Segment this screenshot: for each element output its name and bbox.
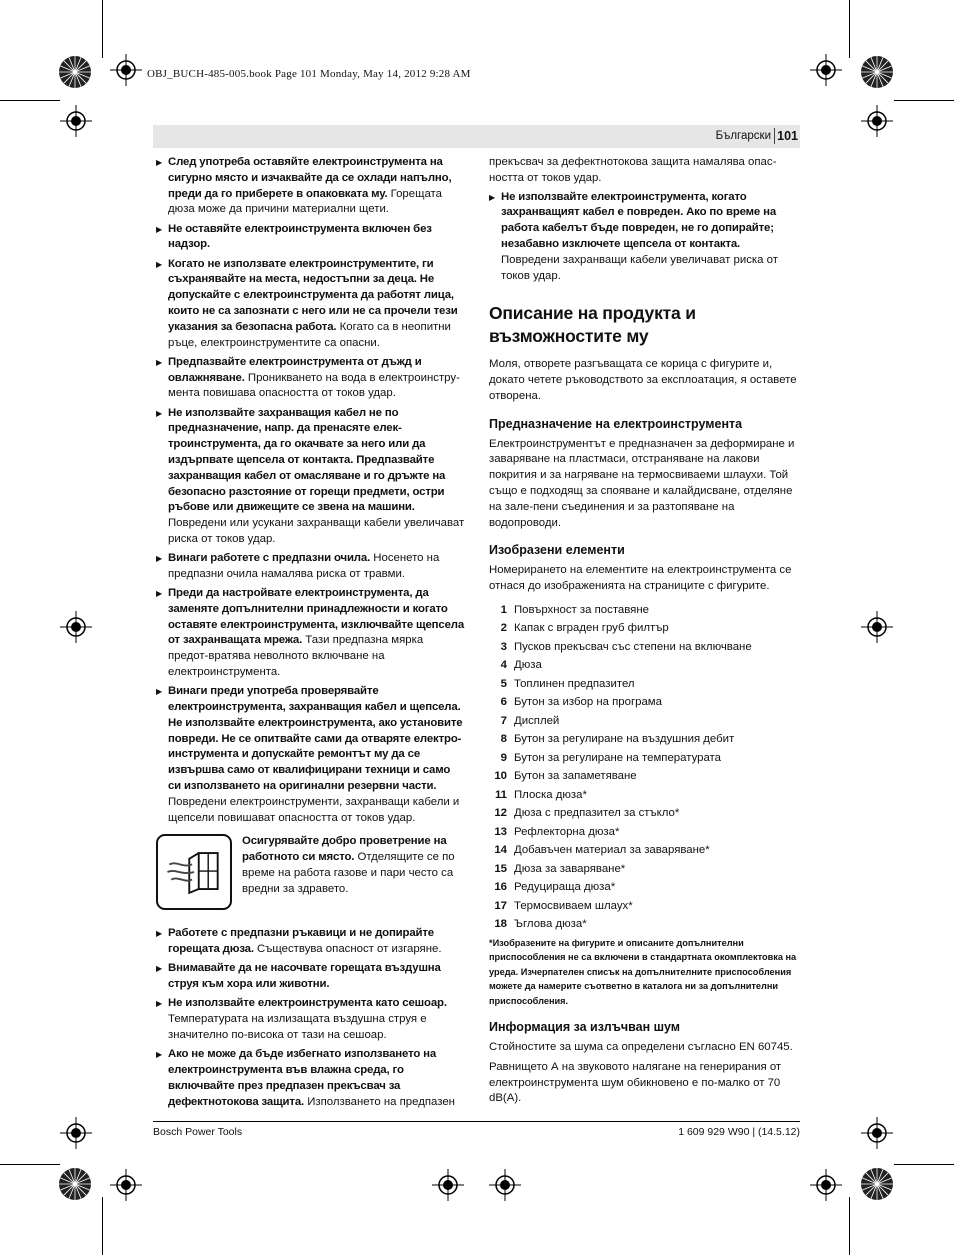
- page-number: 101: [777, 129, 798, 143]
- registration-mark-icon: [861, 611, 893, 643]
- purpose-text: Електроинструментът е предназначен за деформиране и заваряване на пластмаси, отстраняване на лакови покрития и за нагряване на термосвиваеми шлаухи. Той също е подходящ за спояване и калайдисване, отделяне на зале-пени съединения и за разтопяване на водопроводи.: [489, 437, 795, 529]
- star-target-icon: [860, 55, 894, 89]
- list-item: 16 Редуцираща дюза*: [494, 881, 616, 894]
- bullet-continuation: Повредени или усукани захранващи кабели увеличават риска от токов удар.: [168, 517, 465, 545]
- safety-bullet: ▶ Когато не използвате електроинструментите, ги съхранявайте на места, недостъпни за деца. Не допускайте с електроинструмента да работят лица, които не са запознати с него или не са прочели тези указания за безопасна работа. Когато са в неопитни ръце, електроинструментите са опасни.: [156, 257, 466, 352]
- footer-brand: Bosch Power Tools: [153, 1126, 243, 1138]
- continuation-text: прекъсвач за дефектнотокова защита намалява опас-ността от токов удар.: [489, 156, 777, 184]
- ventilation-window-icon: [156, 834, 232, 910]
- list-item: 3 Пусков прекъсвач със степени на включване: [500, 640, 752, 653]
- list-item: 12 Дюза с предпазител за стъкло*: [494, 807, 680, 820]
- registration-mark-icon: [489, 1169, 521, 1201]
- list-item: 13 Рефлекторна дюза*: [494, 825, 620, 838]
- list-item: 8 Бутон за регулиране на въздушния дебит: [500, 733, 735, 746]
- registration-mark-icon: [432, 1169, 464, 1201]
- bullet-continuation: Повредени захранващи кабели увеличават риска от токов удар.: [501, 253, 778, 282]
- elements-list: [489, 601, 801, 934]
- header-separator: [774, 128, 775, 144]
- accessories-footnote: *Изобразените на фигурите и описаните допълнителни приспособления не са включени в стандартната окомплектовка на уреда. Изчерпателен списък на допълнителните приспособления можете да намерите съответно в каталога ни за допълнителни приспособления.: [489, 937, 797, 1006]
- registration-mark-icon: [810, 1169, 842, 1201]
- safety-bullet: ▶ Преди да настройвате електроинструмента, да заменяте допълнителни принадлежности и когато оставяте електроинструмента, изключвайте щепсела от захранващата мрежа. Тази предпазна мярка предот-вратява неволното включване на електроинструмента.: [156, 586, 466, 681]
- registration-mark-icon: [110, 54, 142, 86]
- noise-heading: Информация за излъчван шум: [489, 1020, 681, 1035]
- safety-bullet: ▶ Не използвайте захранващия кабел не по предназначение, напр. да пренасяте елек-троинструмента, да го окачвате за него или да издърпвате щепсела от контакта. Предпазвайте захранващия кабел от омасляване и го дръжте на безопасно разстояние от горещи предмети, остри ръбове или движещите се звена на машини. Повредени или усукани захранващи кабели увеличават риска от токов удар.: [156, 406, 466, 548]
- star-target-icon: [58, 1167, 92, 1201]
- purpose-heading: Предназначение на електроинструмента: [489, 416, 743, 431]
- list-item: 18 Ъглова дюза*: [494, 918, 587, 931]
- star-target-icon: [58, 55, 92, 89]
- list-item: 17 Термосвиваем шлаух*: [494, 899, 633, 912]
- left-column: [156, 155, 466, 1114]
- safety-bullet: ▶ Внимавайте да не насочвате горещата въздушна струя към хора или животни.: [156, 961, 466, 993]
- page-header: [153, 125, 800, 148]
- noise-text: Стойностите за шума са определени съгласно EN 60745.: [489, 1041, 793, 1054]
- list-item: 11 Плоска дюза*: [494, 788, 587, 801]
- registration-mark-icon: [60, 611, 92, 643]
- list-item: 10 Бутон за запаметяване: [494, 770, 637, 783]
- safety-bullet: ▶ Ако не може да бъде избегнато използването на електроинструмента във влажна среда, го включвайте през предпазен прекъсвач за дефектнотокова защита. Използването на предпазен: [156, 1047, 466, 1110]
- right-column: [489, 155, 801, 1111]
- list-item: 5 Топлинен предпазител: [500, 677, 635, 690]
- registration-mark-icon: [810, 54, 842, 86]
- registration-mark-icon: [60, 1117, 92, 1149]
- list-item: 14 Добавъчен материал за заваряване*: [494, 844, 710, 857]
- bullet-continuation: Повредени електроинструменти, захранващи кабели и щепсели повишават опасността от токов удар.: [168, 795, 460, 824]
- safety-bullet: ▶ Не използвайте електроинструмента, когато захранващият кабел е повреден. Ако по време на работа кабелът бъде повреден, не го допирайте; незабавно изключете щепсела от контакта. Повредени захранващи кабели увеличават риска от токов удар.: [489, 190, 801, 285]
- section-title: Описание на продукта и възможностите му: [489, 303, 696, 347]
- list-item: 7 Дисплей: [500, 714, 560, 727]
- safety-bullet: ▶ Не използвайте електроинструмента като сешоар. Температурата на излизащата въздушна струя е значително по-висока от тази на сешоар.: [156, 996, 466, 1043]
- safety-bullet: ▶ След употреба оставяйте електроинструмента на сигурно място и изчаквайте да се охлади напълно, преди да го приберете в опаковката му. Горещата дюза може да причини материални щети.: [156, 155, 466, 218]
- list-item: 6 Бутон за избор на програма: [500, 696, 662, 709]
- safety-bullet: ▶ Винаги работете с предпазни очила. Носенето на предпазни очила намалява риска от травми.: [156, 551, 466, 583]
- list-item: 2 Капак с вграден груб филтър: [500, 622, 669, 635]
- list-item: 4 Дюза: [500, 659, 542, 672]
- warning-text: Осигурявайте добро проветрение на работното си място. Отделящите се по време на работа газове и пари често са вредни за здравето.: [242, 835, 455, 895]
- safety-bullet: ▶ Не оставяйте електроинструмента включен без надзор.: [156, 222, 466, 254]
- intro-text: Моля, отворете разгъващата се корица с фигурите и, докато четете ръководството за експлоатация, я оставете отворена.: [489, 358, 797, 402]
- ventilation-warning: [156, 834, 466, 910]
- book-info-line: OBJ_BUCH-485-005.book Page 101 Monday, May 14, 2012 9:28 AM: [147, 68, 471, 80]
- elements-intro: Номерирането на елементите на електроинструмента се отнася до изображенията на страниците с фигурите.: [489, 564, 792, 592]
- star-target-icon: [860, 1167, 894, 1201]
- safety-bullet: ▶ Винаги преди употреба проверявайте електроинструмента, захранващия кабел и щепсела. Не използвайте електроинструмента, ако установите повреди. Не се опитвайте сами да отваряте електро-инструмента и допускайте ремонтът му да се извършва само от квалифицирани техници и само си използването на оригинални резервни части. Повредени електроинструменти, захранващи кабели и щепсели повишават опасността от токов удар.: [156, 684, 466, 826]
- safety-bullet: ▶ Работете с предпазни ръкавици и не допирайте горещата дюза. Съществува опасност от изгаряне.: [156, 926, 466, 958]
- elements-heading: Изобразени елементи: [489, 543, 625, 558]
- header-language: Български: [715, 130, 771, 142]
- safety-bullet: ▶ Предпазвайте електроинструмента от дъжд и овлажняване. Проникването на вода в електроинстру-мента повишава опасността от токов удар.: [156, 355, 466, 402]
- footer-doc-number: 1 609 929 W90 | (14.5.12): [678, 1126, 800, 1138]
- list-item: 15 Дюза за заваряване*: [494, 862, 626, 875]
- list-item: 9 Бутон за регулиране на температурата: [500, 751, 721, 764]
- list-item: 1 Повърхност за поставяне: [500, 603, 649, 616]
- registration-mark-icon: [861, 1117, 893, 1149]
- bullet-continuation: Температурата на излизащата въздушна струя е значително по-висока от тази на сешоар.: [168, 1013, 427, 1041]
- registration-mark-icon: [110, 1169, 142, 1201]
- footer-rule: [153, 1121, 800, 1122]
- registration-mark-icon: [60, 105, 92, 137]
- registration-mark-icon: [861, 105, 893, 137]
- noise-text: Равнището А на звуковото налягане на генерирания от електроинструмента шум обикновено е по-малко от 70 dB(A).: [489, 1060, 782, 1105]
